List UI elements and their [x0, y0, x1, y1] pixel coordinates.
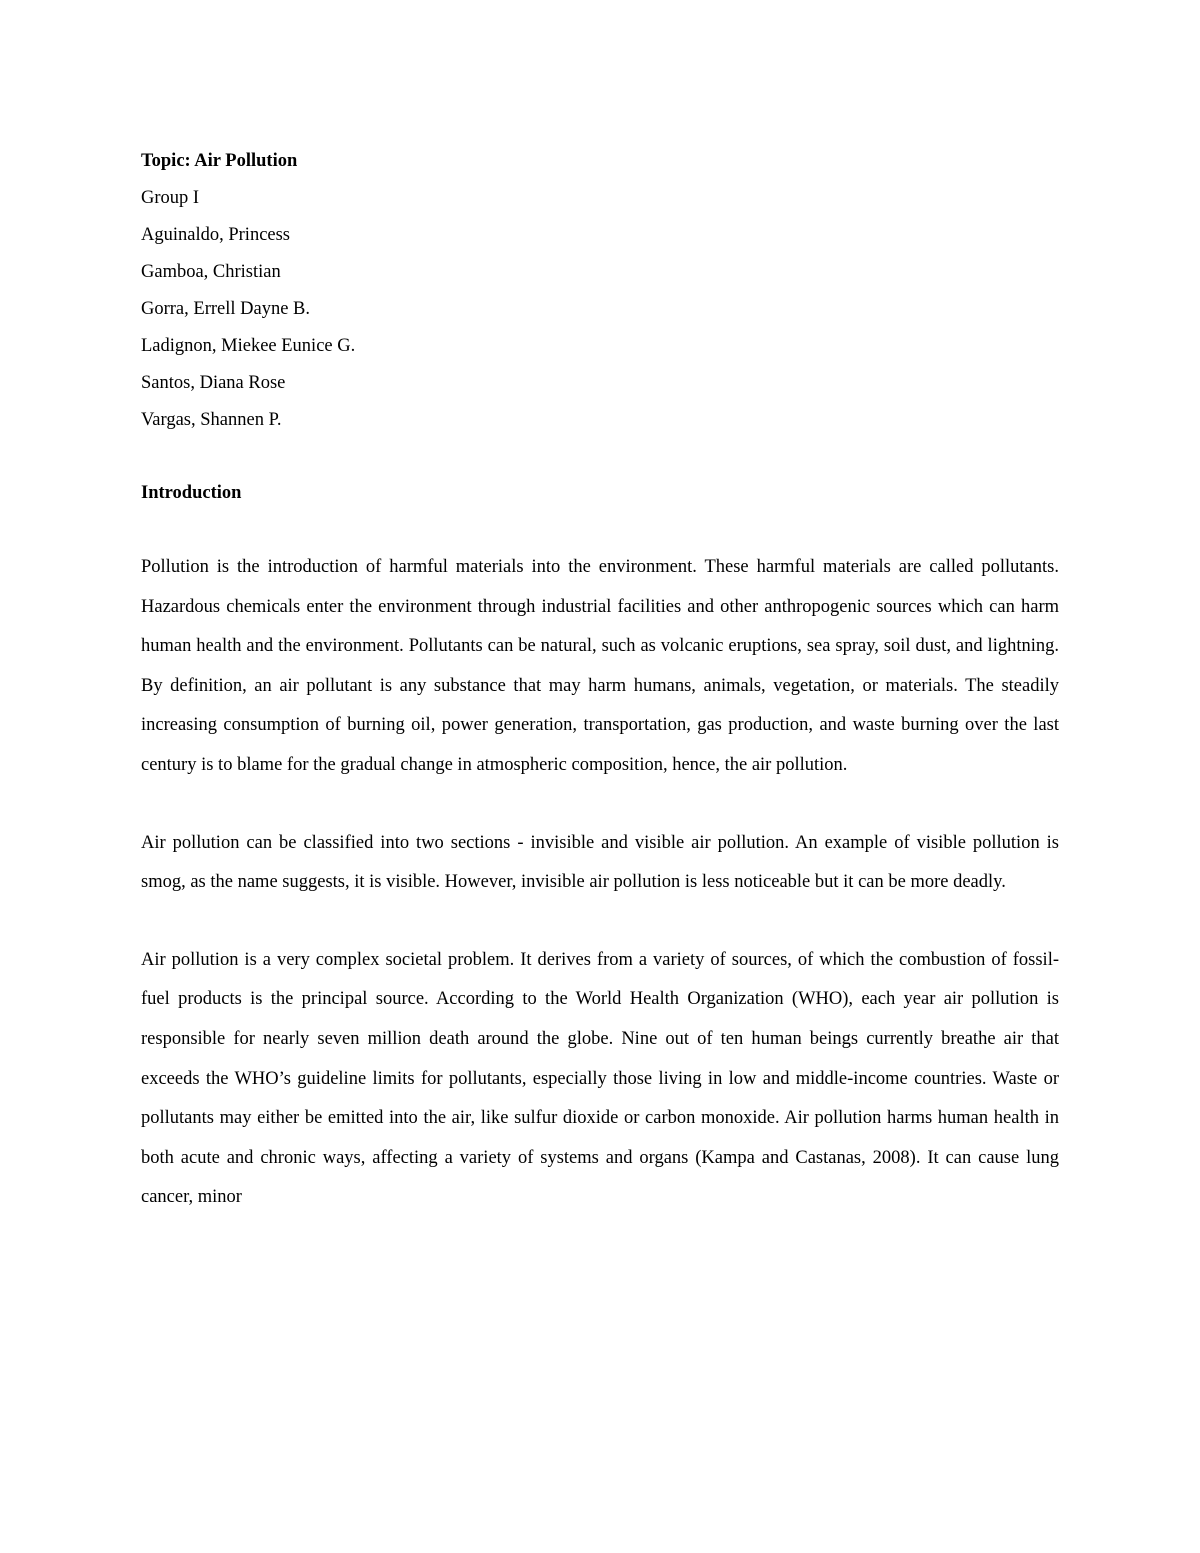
member-name: Gamboa, Christian: [141, 262, 281, 282]
spacer: [141, 512, 1059, 548]
group-label: Group I: [141, 188, 200, 208]
spacer: [141, 439, 1059, 475]
spacer: [141, 786, 1059, 824]
page-content: [141, 143, 1059, 1218]
member-name: Ladignon, Miekee Eunice G.: [141, 336, 356, 356]
body-paragraph: Air pollution is a very complex societal problem. It derives from a variety of sources, of which the combustion of fossil-fuel products is the principal source. According to the World Health Organization (WHO), each year air pollution is responsible for nearly seven million death around the globe. Nine out of ten human beings currently breathe air that exceeds the WHO’s guideline limits for pollutants, especially those living in low and middle-income countries. Waste or pollutants may either be emitted into the air, like sulfur dioxide or carbon monoxide. Air pollution harms human health in both acute and chronic ways, affecting a variety of systems and organs (Kampa and Castanas, 2008). It can cause lung cancer, minor: [141, 949, 1059, 1208]
spacer: [141, 903, 1059, 941]
body-paragraph: Pollution is the introduction of harmful materials into the environment. These harmful materials are called pollutants. Hazardous chemicals enter the environment through industrial facilities and other anthropogenic sources which can harm human health and the environment. Pollutants can be natural, such as volcanic eruptions, sea spray, soil dust, and lightning. By definition, an air pollutant is any substance that may harm humans, animals, vegetation, or materials. The steadily increasing consumption of burning oil, power generation, transportation, gas production, and waste burning over the last century is to blame for the gradual change in atmospheric composition, hence, the air pollution.: [141, 557, 1059, 775]
body-paragraph: Air pollution can be classified into two sections - invisible and visible air pollution. An example of visible pollution is smog, as the name suggests, it is visible. However, invisible air pollution is less noticeable but it can be more deadly.: [141, 832, 1059, 893]
member-name: Gorra, Errell Dayne B.: [141, 299, 311, 319]
member-name: Aguinaldo, Princess: [141, 225, 291, 245]
member-name: Vargas, Shannen P.: [141, 410, 282, 430]
section-heading: Introduction: [141, 483, 242, 503]
member-name: Santos, Diana Rose: [141, 373, 286, 393]
topic-title: Topic: Air Pollution: [141, 151, 298, 171]
